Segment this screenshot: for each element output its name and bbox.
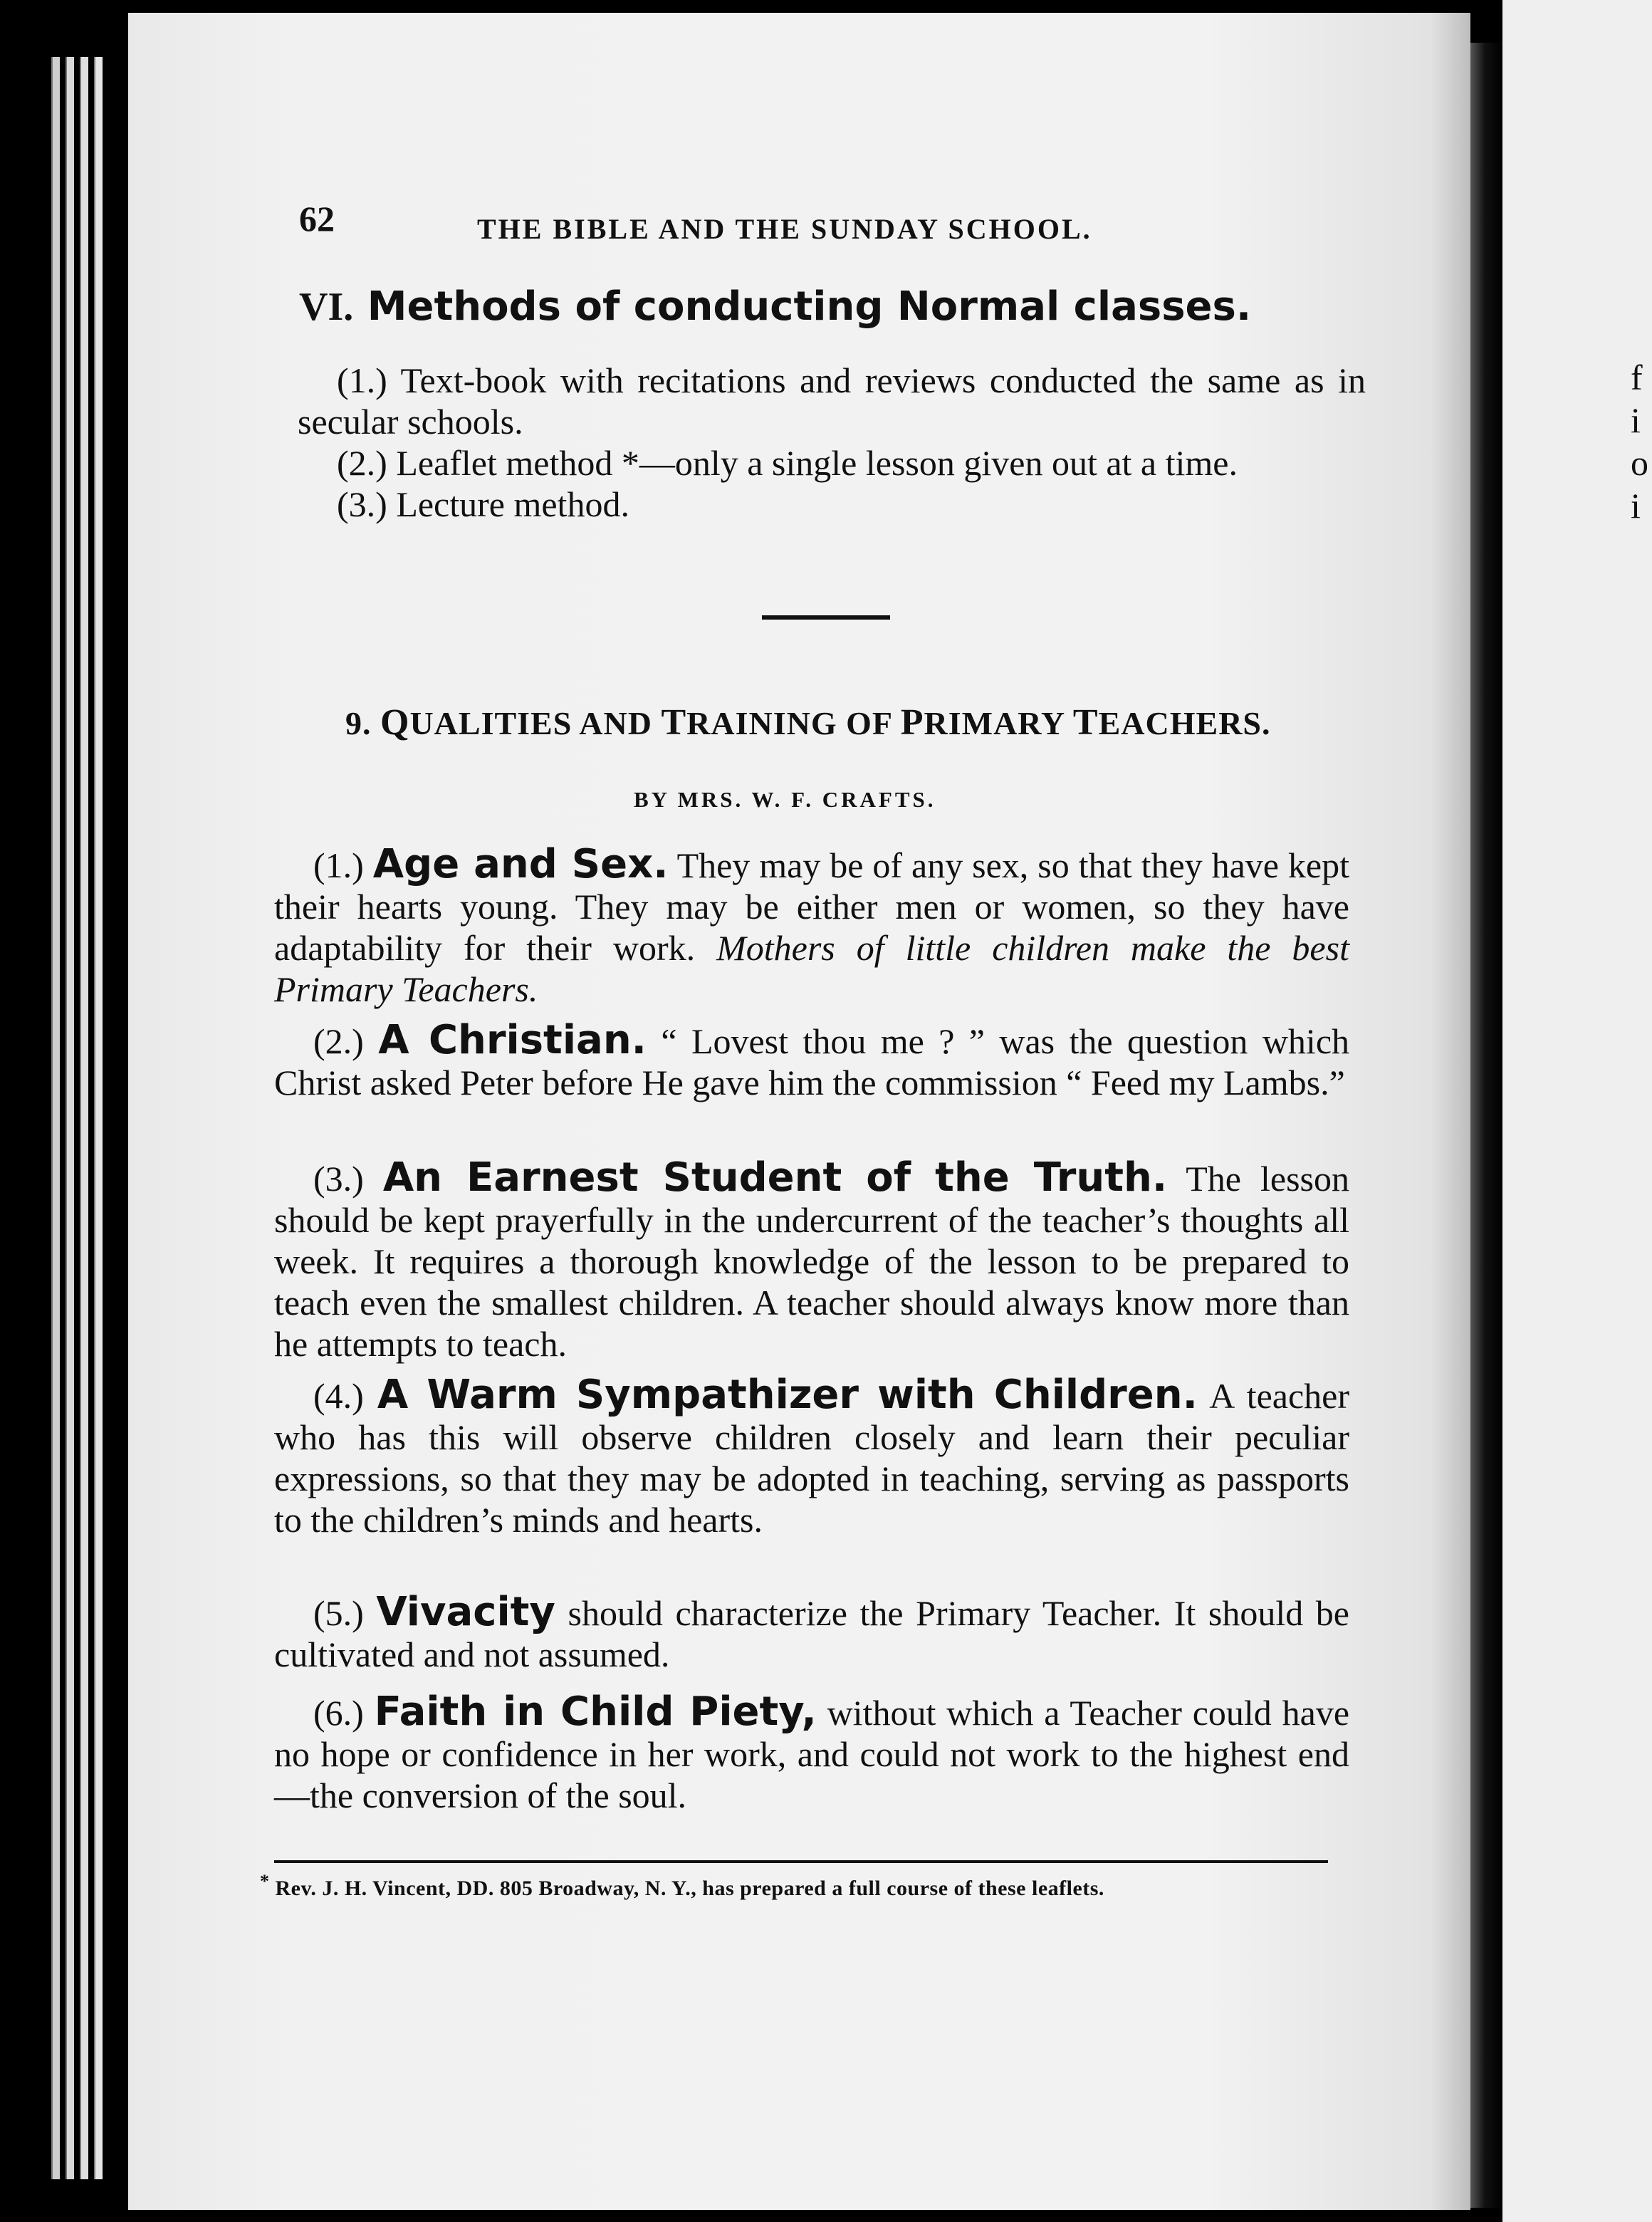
paragraph-text (274, 1017, 1350, 1103)
quality-heading: A Warm Sympathizer with Children. (377, 1372, 1198, 1418)
quality-heading: Vivacity (376, 1589, 555, 1635)
title-initial: T (661, 702, 687, 743)
list-item-number: (2.) (337, 443, 387, 483)
quality-number: (6.) (313, 1693, 364, 1733)
quality-number: (5.) (313, 1593, 364, 1633)
title-initial: P (900, 702, 924, 743)
title-initial: T (1072, 702, 1099, 743)
list-item-number: (1.) (337, 360, 387, 400)
quality-paragraph (274, 1154, 1349, 1365)
quality-number: (4.) (313, 1376, 364, 1416)
quality-paragraph (274, 1589, 1350, 1675)
page-edge (51, 57, 60, 2179)
methods-list (298, 360, 1366, 525)
quality-heading: An Earnest Student of the Truth. (382, 1154, 1168, 1201)
quality-text: without which a Teacher could have no hope or confidence in her work, and could not work to the highest end—the conversion of the soul. (274, 1693, 1350, 1815)
page-edge (80, 57, 88, 2179)
quality-italic-text: Mothers of little children make the best Primary Teachers. (274, 928, 1349, 1009)
footnote-rule (274, 1860, 1328, 1863)
title-smallcaps: RIMARY (924, 705, 1073, 741)
list-item-text: Leaflet method *—only a single lesson given out at a time. (396, 443, 1238, 483)
footnote-text: Rev. J. H. Vincent, DD. 805 Broadway, N. Y., has prepared a full course of these leaflets. (275, 1877, 1104, 1900)
article-title (345, 701, 1271, 744)
list-item (298, 442, 1366, 484)
running-head: THE BIBLE AND THE SUNDAY SCHOOL. (477, 213, 1092, 245)
quality-heading: A Christian. (378, 1017, 647, 1063)
section-divider (762, 615, 890, 620)
quality-paragraph (274, 1017, 1350, 1103)
paragraph-text (274, 1372, 1350, 1540)
quality-number: (2.) (313, 1021, 364, 1061)
quality-heading: Age and Sex. (372, 841, 669, 887)
title-initial: Q (380, 702, 410, 743)
facing-page-fragment: i (1631, 400, 1641, 440)
title-smallcaps: EACHERS. (1098, 705, 1271, 741)
quality-number: (1.) (313, 845, 364, 885)
facing-page-fragment: i (1631, 486, 1641, 526)
title-smallcaps: UALITIES AND (409, 705, 662, 741)
list-item-number: (3.) (337, 484, 387, 524)
paragraph-text (274, 841, 1349, 1010)
footnote (260, 1869, 1335, 1901)
quality-paragraph (274, 1691, 1349, 1816)
paragraph-text (274, 1589, 1350, 1675)
section-heading (299, 283, 1251, 330)
facing-page (1502, 0, 1652, 2222)
quality-text: The lesson should be kept prayerfully in the undercurrent of the teacher’s thoughts all week. It requires a thorough knowledge of the lesson to be prepared to teach even the smallest children. A teacher should always know more than he attempts to teach. (274, 1159, 1349, 1364)
facing-page-fragment: f (1631, 358, 1643, 397)
byline: BY MRS. W. F. CRAFTS. (634, 787, 936, 812)
quality-text: They may be of any sex, so that they have kept their hearts young. They may be either men or women, so they have adaptability for their work. (274, 845, 1349, 968)
section-numeral: VI. (299, 285, 354, 329)
quality-paragraph (274, 1372, 1350, 1540)
quality-number: (3.) (313, 1159, 364, 1199)
title-smallcaps: RAINING OF (686, 705, 901, 741)
quality-heading: Faith in Child Piety, (374, 1689, 817, 1735)
article-number: 9. (345, 705, 372, 741)
page-number: 62 (299, 199, 335, 239)
list-item-text: Text-book with recitations and reviews conducted the same as in secular schools. (298, 360, 1366, 442)
book-gutter (1470, 43, 1502, 2208)
list-item (298, 484, 1366, 525)
page-edge (66, 57, 74, 2179)
page-edge (94, 57, 103, 2179)
paragraph-text (274, 1154, 1349, 1365)
footnote-marker: * (260, 1871, 270, 1892)
facing-page-fragment: o (1631, 443, 1648, 483)
quality-text: should characterize the Primary Teacher. It should be cultivated and not assumed. (274, 1593, 1350, 1674)
quality-text: “ Lovest thou me ? ” was the question which Christ asked Peter before He gave him the commission “ Feed my Lambs.” (274, 1021, 1350, 1102)
section-heading-text: Methods of conducting Normal classes. (367, 283, 1252, 330)
list-item (298, 360, 1366, 442)
list-item-text: Lecture method. (396, 484, 629, 524)
quality-paragraph (274, 841, 1349, 1010)
quality-text: A teacher who has this will observe children closely and learn their peculiar expressions, so that they may be adopted in teaching, serving as passports to the children’s minds and hearts. (274, 1376, 1350, 1540)
paragraph-text (274, 1691, 1349, 1816)
